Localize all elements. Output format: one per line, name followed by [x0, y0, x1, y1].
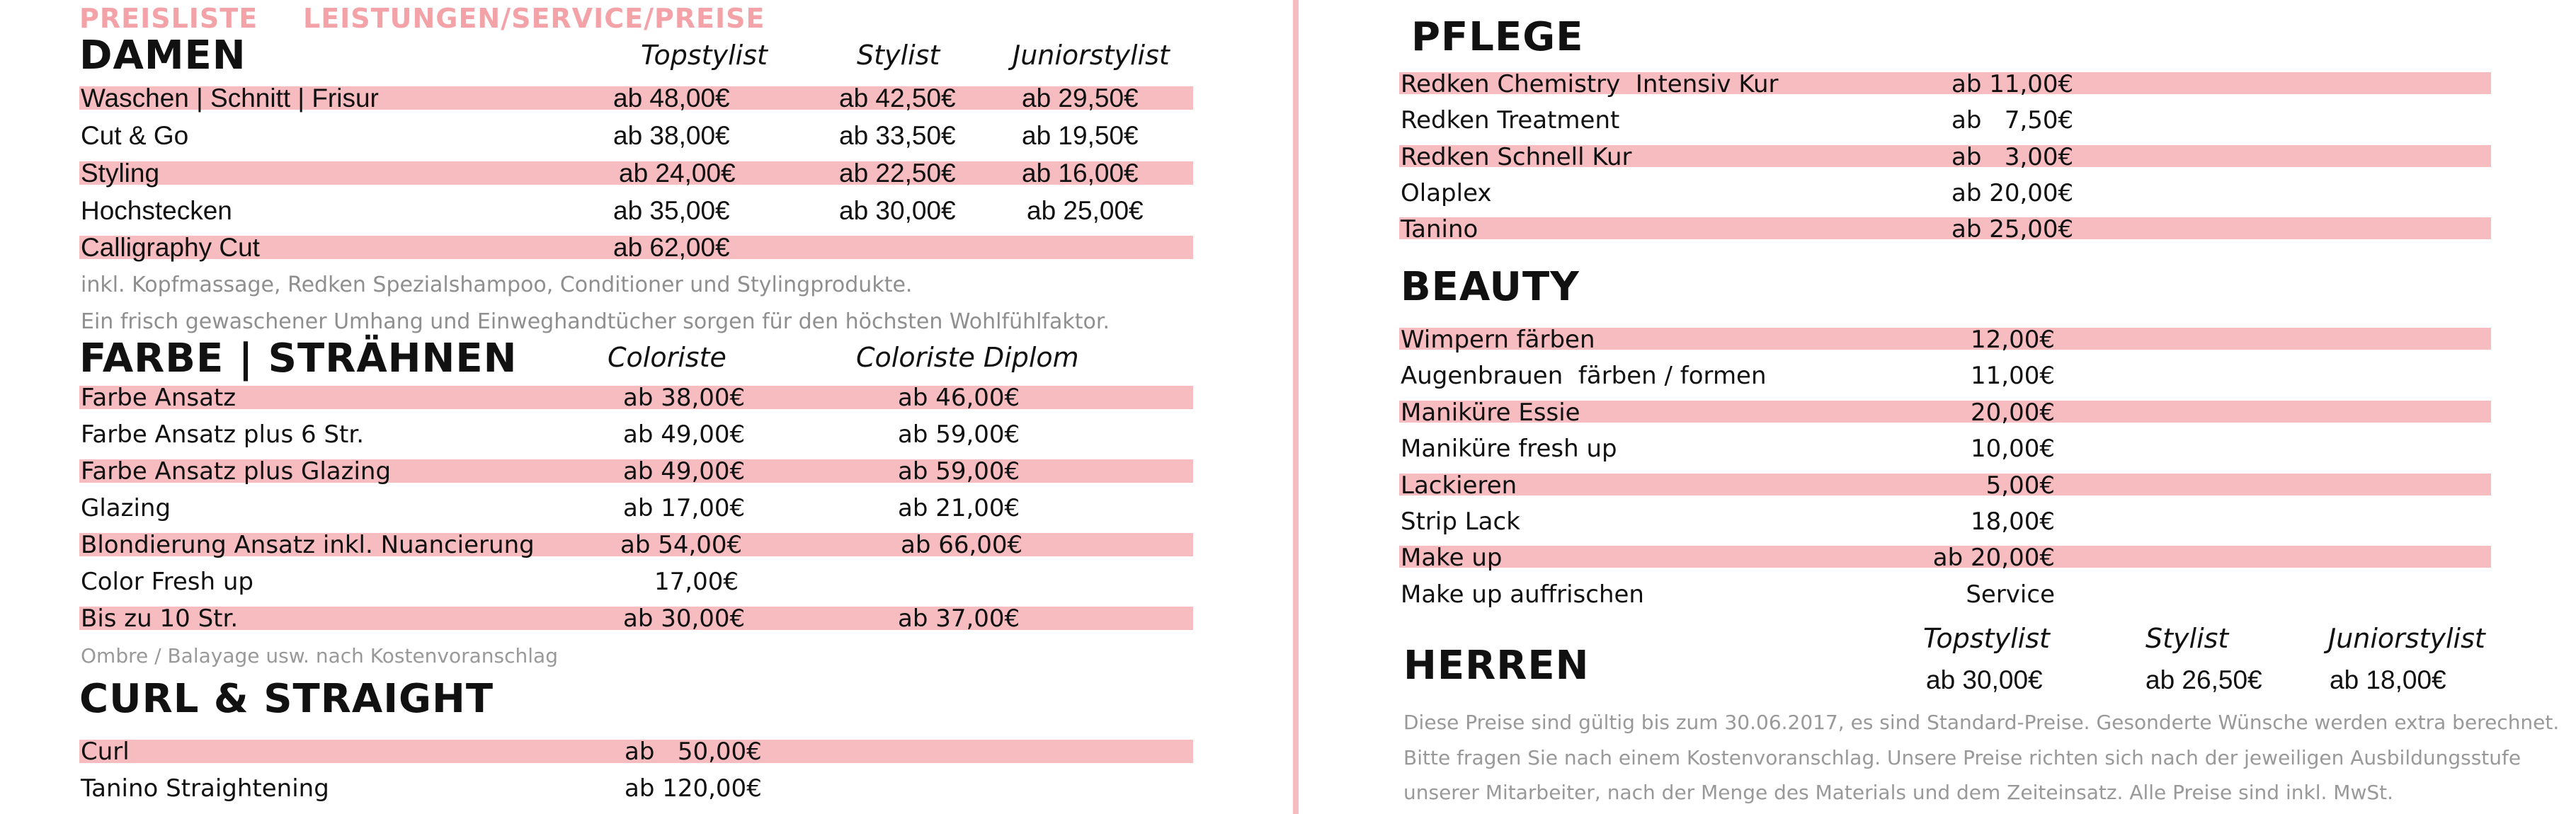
- beauty-row-price: ab 20,00€: [1932, 544, 2055, 572]
- farbe-col-coloriste-diplom: Coloriste Diplom: [856, 342, 1079, 373]
- damen-row-price: ab 24,00€: [619, 159, 736, 188]
- farbe-row-price: ab 38,00€: [623, 384, 746, 412]
- damen-title: DAMEN: [79, 33, 246, 79]
- beauty-row-price: 5,00€: [1985, 471, 2055, 500]
- herren-col-juniorstylist: Juniorstylist: [2328, 623, 2485, 654]
- beauty-row-name: Make up: [1401, 544, 1503, 572]
- herren-title: HERREN: [1403, 643, 1590, 689]
- damen-row-price: ab 19,50€: [1022, 121, 1139, 150]
- farbe-row-price: ab 17,00€: [623, 494, 746, 522]
- damen-note: inkl. Kopfmassage, Redken Spezialshampoo, Conditioner und Stylingprodukte.: [81, 273, 913, 297]
- damen-row-name: Cut & Go: [81, 121, 189, 150]
- damen-row-price: ab 35,00€: [613, 196, 730, 225]
- pflege-row-name: Redken Schnell Kur: [1401, 143, 1632, 171]
- pflege-title: PFLEGE: [1411, 14, 1584, 60]
- row-band: [1399, 474, 2491, 495]
- damen-row-name: Waschen | Schnitt | Frisur: [81, 84, 379, 113]
- pflege-row-name: Redken Treatment: [1401, 106, 1620, 134]
- footer-note: Diese Preise sind gültig bis zum 30.06.2017, es sind Standard-Preise. Gesonderte Wünsche werden extra berechnet.: [1403, 711, 2560, 734]
- pflege-row-name: Redken Chemistry Intensiv Kur: [1401, 70, 1779, 98]
- pflege-row-price: ab 25,00€: [1951, 215, 2074, 243]
- row-band: [1399, 217, 2491, 239]
- damen-col-topstylist: Topstylist: [641, 40, 768, 71]
- beauty-row-price: 11,00€: [1971, 362, 2055, 390]
- farbe-row-price: ab 37,00€: [898, 604, 1020, 633]
- beauty-title: BEAUTY: [1401, 264, 1580, 310]
- farbe-row-name: Bis zu 10 Str.: [81, 604, 239, 633]
- farbe-row-price: ab 49,00€: [623, 457, 746, 486]
- pflege-row-price: ab 11,00€: [1951, 70, 2074, 98]
- farbe-row-price: ab 49,00€: [623, 420, 746, 449]
- farbe-row-name: Farbe Ansatz plus 6 Str.: [81, 420, 365, 449]
- damen-row-price: ab 25,00€: [1027, 196, 1144, 225]
- damen-row-name: Calligraphy Cut: [81, 233, 260, 262]
- preisliste-label: PREISLISTE: [79, 3, 258, 34]
- damen-row-name: Styling: [81, 159, 160, 188]
- farbe-row-price: ab 30,00€: [623, 604, 746, 633]
- footer-note: unserer Mitarbeiter, nach der Menge des Materials und dem Zeiteinsatz. Alle Preise sind inkl. MwSt.: [1403, 781, 2393, 804]
- curl-row-price: ab 50,00€: [625, 738, 762, 766]
- damen-note: Ein frisch gewaschener Umhang und Einweghandtücher sorgen für den höchsten Wohlfühlfaktor.: [81, 309, 1110, 334]
- farbe-row-name: Farbe Ansatz plus Glazing: [81, 457, 392, 486]
- damen-row-price: ab 22,50€: [839, 159, 956, 188]
- leistungen-label: LEISTUNGEN/SERVICE/PREISE: [303, 3, 765, 34]
- pflege-row-name: Olaplex: [1401, 179, 1492, 207]
- farbe-row-name: Blondierung Ansatz inkl. Nuancierung: [81, 531, 535, 559]
- farbe-row-name: Glazing: [81, 494, 171, 522]
- farbe-col-coloriste: Coloriste: [608, 342, 726, 373]
- farbe-row-name: Farbe Ansatz: [81, 384, 236, 412]
- damen-row-price: ab 29,50€: [1022, 84, 1139, 113]
- farbe-row-price: ab 21,00€: [898, 494, 1020, 522]
- curl-row-price: ab 120,00€: [625, 774, 762, 803]
- damen-col-stylist: Stylist: [857, 40, 940, 71]
- damen-row-price: ab 30,00€: [839, 196, 956, 225]
- beauty-row-name: Augenbrauen färben / formen: [1401, 362, 1767, 390]
- curl-row-name: Tanino Straightening: [81, 774, 329, 803]
- farbe-title: FARBE | STRÄHNEN: [79, 336, 518, 382]
- curl-row-name: Curl: [81, 738, 130, 766]
- damen-row-price: ab 42,50€: [839, 84, 956, 113]
- pflege-row-name: Tanino: [1401, 215, 1478, 243]
- farbe-row-price: ab 54,00€: [620, 531, 743, 559]
- damen-row-price: ab 48,00€: [613, 84, 730, 113]
- farbe-note: Ombre / Balayage usw. nach Kostenvoranschlag: [81, 644, 558, 667]
- beauty-row-name: Make up auffrischen: [1401, 580, 1644, 609]
- beauty-row-price: Service: [1966, 580, 2055, 609]
- damen-row-price: ab 16,00€: [1022, 159, 1139, 188]
- beauty-row-price: 20,00€: [1971, 399, 2055, 427]
- page-divider: [1293, 0, 1299, 814]
- damen-row-price: ab 38,00€: [613, 121, 730, 150]
- pflege-row-price: ab 20,00€: [1951, 179, 2074, 207]
- beauty-row-name: Maniküre Essie: [1401, 399, 1580, 427]
- herren-col-topstylist: Topstylist: [1923, 623, 2050, 654]
- herren-price: ab 30,00€: [1926, 665, 2043, 694]
- damen-row-price: ab 33,50€: [839, 121, 956, 150]
- farbe-row-price: ab 46,00€: [898, 384, 1020, 412]
- pflege-row-price: ab 7,50€: [1951, 106, 2074, 134]
- beauty-row-name: Wimpern färben: [1401, 326, 1595, 354]
- beauty-row-name: Lackieren: [1401, 471, 1517, 500]
- beauty-row-price: 12,00€: [1971, 326, 2055, 354]
- damen-col-juniorstylist: Juniorstylist: [1013, 40, 1170, 71]
- pflege-row-price: ab 3,00€: [1951, 143, 2074, 171]
- beauty-row-name: Strip Lack: [1401, 508, 1520, 536]
- beauty-row-name: Maniküre fresh up: [1401, 435, 1617, 463]
- beauty-row-price: 10,00€: [1971, 435, 2055, 463]
- footer-note: Bitte fragen Sie nach einem Kostenvoranschlag. Unsere Preise richten sich nach der jeweiligen Ausbildungsstufe: [1403, 746, 2521, 769]
- farbe-row-price: 17,00€: [654, 568, 739, 596]
- farbe-row-price: ab 59,00€: [898, 457, 1020, 486]
- curl-title: CURL & STRAIGHT: [79, 676, 494, 722]
- beauty-row-price: 18,00€: [1971, 508, 2055, 536]
- farbe-row-name: Color Fresh up: [81, 568, 254, 596]
- damen-row-name: Hochstecken: [81, 196, 232, 225]
- herren-price: ab 18,00€: [2330, 665, 2446, 694]
- farbe-row-price: ab 66,00€: [901, 531, 1023, 559]
- damen-row-price: ab 62,00€: [613, 233, 730, 262]
- herren-col-stylist: Stylist: [2145, 623, 2229, 654]
- farbe-row-price: ab 59,00€: [898, 420, 1020, 449]
- herren-price: ab 26,50€: [2145, 665, 2262, 694]
